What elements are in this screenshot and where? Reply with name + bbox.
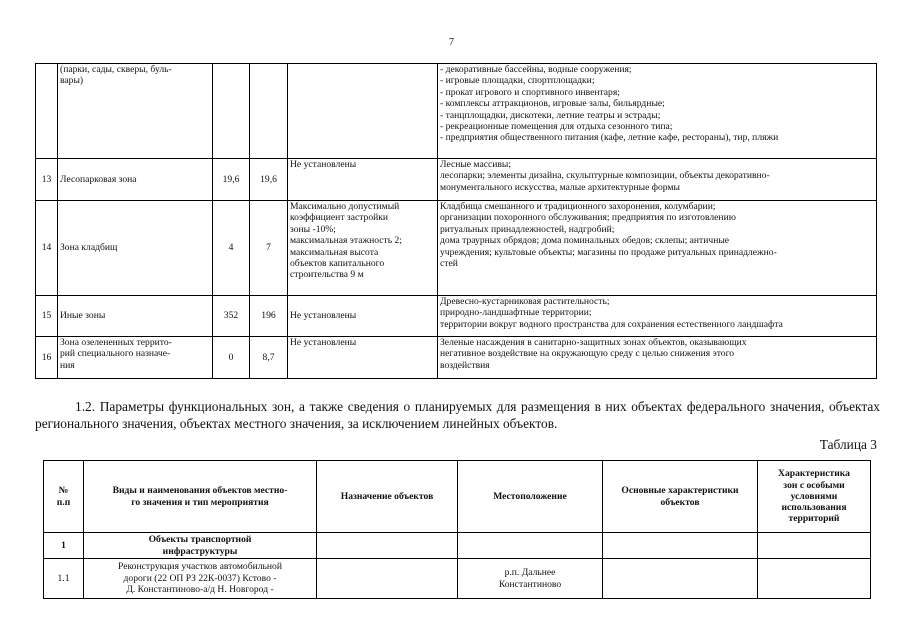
zone-uses: Лесные массивы; лесопарки; элементы дизайна, скульптурные композиции, объекты декоративно- монументального искусства, малые архитектурные формы <box>438 159 877 201</box>
zone-area-1: 352 <box>213 296 250 337</box>
zone-area-1 <box>213 64 250 159</box>
zone-area-1: 0 <box>213 337 250 379</box>
object-location: р.п. Дальнее Константиново <box>458 559 603 599</box>
row-number <box>36 64 58 159</box>
zone-area-2: 196 <box>250 296 288 337</box>
object-name: Объекты транспортной инфраструктуры <box>84 533 317 559</box>
object-location <box>458 533 603 559</box>
header-object-types: Виды и наименования объектов местно- го значения и тип мероприятия <box>84 461 317 533</box>
zone-area-2: 19,6 <box>250 159 288 201</box>
zone-parameters: Не установлены <box>288 337 438 379</box>
zone-area-1: 4 <box>213 201 250 296</box>
functional-zones-table <box>35 63 877 379</box>
row-number: 13 <box>36 159 58 201</box>
table-row <box>36 201 877 296</box>
zone-parameters <box>288 64 438 159</box>
zone-name: Зона озелененных террито- рий специального назначе- ния <box>58 337 213 379</box>
zone-name: Иные зоны <box>58 296 213 337</box>
object-special-zones <box>758 533 871 559</box>
zone-area-1: 19,6 <box>213 159 250 201</box>
zone-parameters: Не установлены <box>288 296 438 337</box>
table-header-row <box>44 461 871 533</box>
zone-name: Зона кладбищ <box>58 201 213 296</box>
zone-name: Лесопарковая зона <box>58 159 213 201</box>
row-number: 15 <box>36 296 58 337</box>
planned-objects-table <box>43 460 871 599</box>
object-characteristics <box>603 559 758 599</box>
object-characteristics <box>603 533 758 559</box>
header-location: Местоположение <box>458 461 603 533</box>
zone-area-2: 7 <box>250 201 288 296</box>
object-special-zones <box>758 559 871 599</box>
header-characteristics: Основные характеристики объектов <box>603 461 758 533</box>
table-row <box>36 296 877 337</box>
row-number: 14 <box>36 201 58 296</box>
table-row <box>36 64 877 159</box>
zone-uses: Кладбища смешанного и традиционного захоронения, колумбарии; организации похоронного обслуживания; предприятия по изготовлению ритуальных принадлежностей, надгробий; дома траурных обрядов; дома поминальных обедов; склепы; античные учреждения; культовые объекты; магазины по продаже ритуальных принадлежно- стей <box>438 201 877 296</box>
zone-area-2: 8,7 <box>250 337 288 379</box>
table-caption: Таблица 3 <box>819 437 877 452</box>
object-name: Реконструкция участков автомобильной дороги (22 ОП РЗ 22К-0037) Кстово - Д. Константиново-а/д Н. Новгород - <box>84 559 317 599</box>
object-purpose <box>317 559 458 599</box>
row-number: 1 <box>44 533 84 559</box>
header-purpose: Назначение объектов <box>317 461 458 533</box>
zone-area-2 <box>250 64 288 159</box>
zone-name: (парки, сады, скверы, буль- вары) <box>58 64 213 159</box>
section-paragraph: 1.2. Параметры функциональных зон, а также сведения о планируемых для размещения в них объектах федерального значения, объектах регионального значения, объектах местного значения, за исключением линейных объектов. <box>35 399 880 431</box>
zone-parameters: Не установлены <box>288 159 438 201</box>
table-row <box>44 533 871 559</box>
header-special-zones: Характеристика зон с особыми условиями использования территорий <box>758 461 871 533</box>
row-number: 1.1 <box>44 559 84 599</box>
table-row <box>44 559 871 599</box>
object-purpose <box>317 533 458 559</box>
header-number: № п.п <box>44 461 84 533</box>
row-number: 16 <box>36 337 58 379</box>
table-row <box>36 159 877 201</box>
zone-uses: Древесно-кустарниковая растительность; природно-ландшафтные территории; территории вокруг водного пространства для сохранения естественного ландшафта <box>438 296 877 337</box>
zone-uses: Зеленые насаждения в санитарно-защитных зонах объектов, оказывающих негативное воздействие на окружающую среду с целью снижения этого воздействия <box>438 337 877 379</box>
page-number: 7 <box>449 37 454 48</box>
table-row <box>36 337 877 379</box>
zone-parameters: Максимально допустимый коэффициент застройки зоны -10%; максимальная этажность 2; максимальная высота объектов капитального строительства 9 м <box>288 201 438 296</box>
zone-uses: - декоративные бассейны, водные сооружения; - игровые площадки, спортплощадки; - прокат игрового и спортивного инвентаря; - комплексы аттракционов, игровые залы, бильярдные; - танцплощадки, дискотеки, летние театры и эстрады; - рекреационные помещения для отдыха сезонного типа; - предприятия общественного питания (кафе, летние кафе, рестораны), тир, пляжи <box>438 64 877 159</box>
